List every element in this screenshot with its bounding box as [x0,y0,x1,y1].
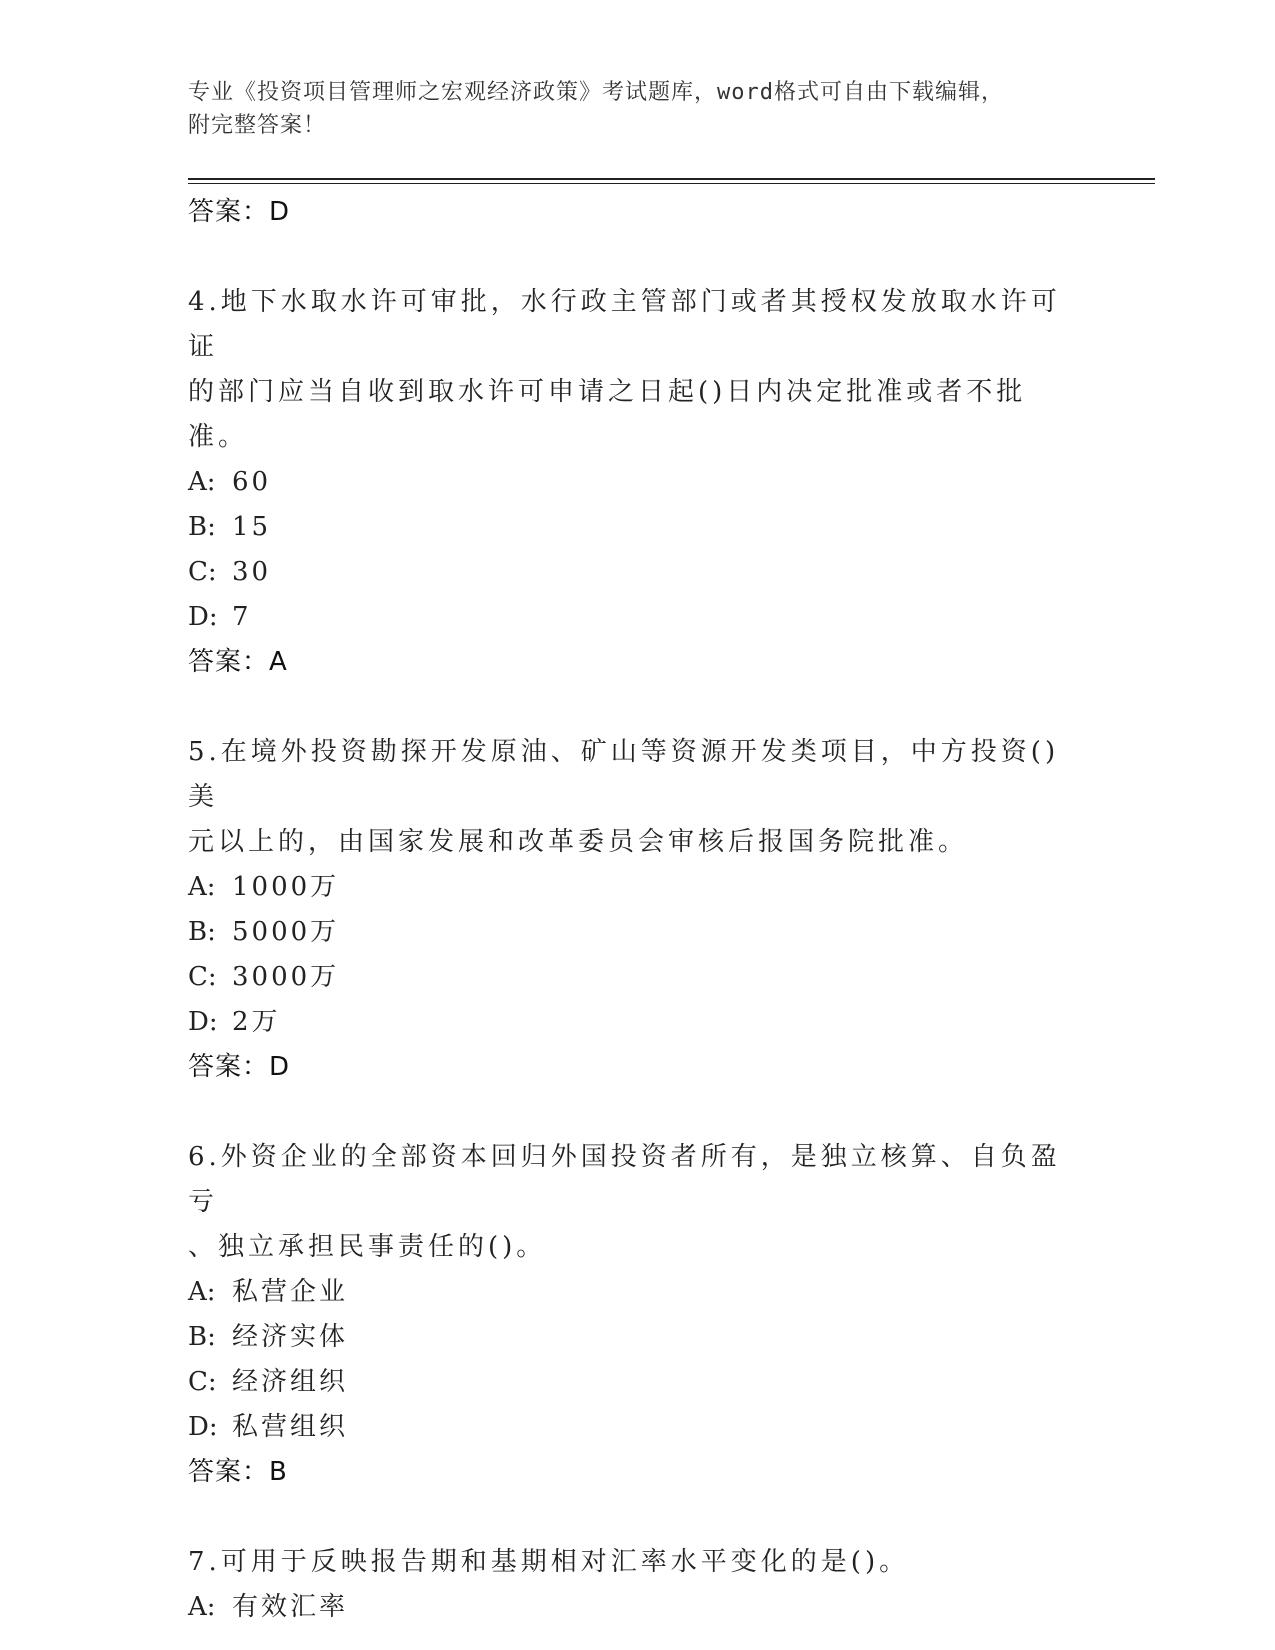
option-a [188,1585,1068,1630]
option-letter: B: [188,512,216,542]
option-letter: D: [188,1412,218,1442]
header-divider [188,178,1155,184]
question-stem-line: 、独立承担民事责任的()。 [188,1232,547,1262]
header-intro-line-1: 专业《投资项目管理师之宏观经济政策》考试题库，word格式可自由下载编辑， [188,80,1004,105]
option-d [188,1000,1068,1045]
option-text: 有效汇率 [232,1592,349,1622]
option-letter: C: [188,962,217,992]
option-text: 1000万 [232,872,340,902]
answer-line: 答案：D [188,1052,291,1082]
option-text: 3000万 [232,962,340,992]
question-7 [188,1540,1068,1630]
option-text: 经济组织 [232,1367,349,1397]
option-letter: B: [188,1322,216,1352]
question-5 [188,730,1068,1090]
option-letter: C: [188,557,217,587]
question-stem [188,1135,1068,1270]
answer-line: 答案：B [188,1457,288,1487]
answer-line: 答案：D [188,197,291,227]
option-c [188,955,1068,1000]
option-d [188,595,1068,640]
option-letter: A: [188,872,216,902]
option-letter: A: [188,467,216,497]
question-stem-line: 元以上的，由国家发展和改革委员会审核后报国务院批准。 [188,827,969,857]
option-text: 60 [232,467,272,497]
question-stem-line: 的部门应当自收到取水许可申请之日起()日内决定批准或者不批准。 [188,377,1027,452]
question-6 [188,1135,1068,1495]
option-text: 30 [232,557,272,587]
question-stem-line: 5.在境外投资勘探开发原油、矿山等资源开发类项目，中方投资()美 [188,737,1060,812]
question-4 [188,280,1068,685]
option-text: 7 [232,602,252,632]
option-b [188,910,1068,955]
option-letter: D: [188,602,218,632]
option-text: 私营组织 [232,1412,349,1442]
answer-line: 答案：A [188,647,288,677]
question-stem-line: 4.地下水取水许可审批，水行政主管部门或者其授权发放取水许可证 [188,287,1061,362]
option-a [188,1270,1068,1315]
header-intro-line-2: 附完整答案！ [188,113,327,138]
option-d [188,1405,1068,1450]
option-text: 经济实体 [232,1322,349,1352]
option-c [188,550,1068,595]
option-text: 私营企业 [232,1277,349,1307]
option-letter: B: [188,917,216,947]
document-header [188,76,1068,142]
option-b [188,505,1068,550]
question-stem [188,280,1068,460]
option-b [188,1315,1068,1360]
question-stem-line: 7.可用于反映报告期和基期相对汇率水平变化的是()。 [188,1547,910,1577]
option-letter: A: [188,1592,216,1622]
option-a [188,460,1068,505]
question-stem-line: 6.外资企业的全部资本回归外国投资者所有，是独立核算、自负盈亏 [188,1142,1061,1217]
option-c [188,1360,1068,1405]
option-text: 15 [232,512,272,542]
option-letter: A: [188,1277,216,1307]
question-stem [188,730,1068,865]
question-list [188,190,1068,1630]
option-letter: D: [188,1007,218,1037]
question-stem [188,1540,1068,1585]
option-text: 5000万 [232,917,340,947]
option-a [188,865,1068,910]
option-text: 2万 [232,1007,281,1037]
option-letter: C: [188,1367,217,1397]
